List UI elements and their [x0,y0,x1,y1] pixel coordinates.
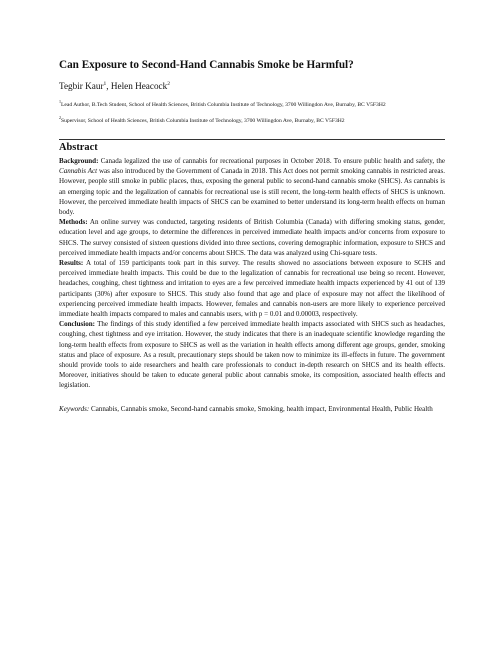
conclusion-paragraph [59,319,445,390]
affiliation-mark: 1 [59,99,61,105]
section-divider [59,139,445,140]
affiliation-text: Lead Author, B.Tech Student, School of Health Sciences, British Columbia Institute of Technology, 3700 Willingdon Ave, Burnaby, BC V5F3H2 [61,101,386,108]
affiliation-mark: 2 [59,114,61,120]
keywords-paragraph [59,404,445,414]
author-separator: , [106,81,111,92]
cannabis-act-reference: Cannabis Act [59,167,98,176]
paper-title: Can Exposure to Second-Hand Cannabis Smoke be Harmful? [59,59,354,71]
methods-label: Methods: [59,218,88,227]
author-line [59,79,445,92]
paper-header [59,58,445,125]
conclusion-text: The findings of this study identified a few perceived immediate health impacts associated with SHCS such as headaches, coughing, chest tightness and eye irritation. However, the study indicates that there is an inadequate scientific knowledge regarding the long-term health effects from exposure to SHCS as well as the variation in health effects among different age groups, gender, smoking status and place of exposure. As a result, precautionary steps should be taken now to minimize its ill-effects in future. The government should provide tools to aide researchers and health care professionals to conduct in-depth research on SHCS and its health effects. Moreover, initiatives should be taken to educate general public about cannabis smoke, its composition, associated health effects and legislation. [59,320,445,390]
conclusion-label: Conclusion: [59,320,96,329]
background-text: was also introduced by the Government of Canada in 2018. This Act does not permit smoking cannabis in restricted areas. However, people still smoke in public places, thus, exposing the general public to second-hand cannabis smoke (SHCS). As cannabis is an emerging topic and the legalization of cannabis for recreational use is still recent, the long-term health effects of SHCS is unknown. However, the perceived immediate health impacts of SHCS can be examined to better understand its long-term health effects on human body. [59,167,445,217]
keywords-text: Cannabis, Cannabis smoke, Second-hand cannabis smoke, Smoking, health impact, Environmental Health, Public Health [89,404,433,413]
results-label: Results: [59,259,84,268]
author-affiliation-mark: 2 [167,81,170,87]
methods-paragraph [59,217,445,258]
author-affiliation-mark: 1 [103,81,107,87]
affiliation [59,114,445,125]
affiliation-text: Supervisor, School of Health Sciences, British Columbia Institute of Technology, 3700 Willingdon Ave, Burnaby, BC V5F3H2 [61,117,345,124]
background-label: Background: [59,157,99,165]
abstract-section [59,141,445,414]
author-name: Helen Heacock [110,81,168,92]
results-paragraph [59,258,445,319]
abstract-heading: Abstract [59,142,98,153]
affiliation [59,98,445,109]
results-text: A total of 159 participants took part in this survey. The results showed no associations between exposure to SCHS and perceived immediate health impacts. This could be due to the legalization of cannabis for recreational use being so recent. However, headaches, coughing, chest tightness and irritation to eyes are a few perceived immediate health impacts experienced by 41 out of 139 participants (30%) after exposure to SHCS. This study also found that age and place of exposure may not affect the likelihood of experiencing perceived immediate health impacts. However, females and cannabis non-users are more likely to experience perceived immediate health impacts compared to males and cannabis users, with p = 0.01 and 0.00003, respectively. [59,259,445,319]
background-text: Canada legalized the use of cannabis for recreational purposes in October 2018. To ensure public health and safety, the [98,157,445,165]
methods-text: An online survey was conducted, targeting residents of British Columbia (Canada) with differing smoking status, gender, education level and age groups, to determine the differences in perceived immediate health impacts and/or concerns from exposure to SHCS. The survey consisted of sixteen questions divided into three sections, covering demographic information, exposure to SHCS and perceived immediate health impacts and/or concerns about SHCS. The data was analyzed using Chi-square tests. [59,218,445,257]
background-paragraph [59,156,445,217]
author-name: Tegbir Kaur [59,81,104,92]
keywords-label: Keywords: [59,404,90,413]
